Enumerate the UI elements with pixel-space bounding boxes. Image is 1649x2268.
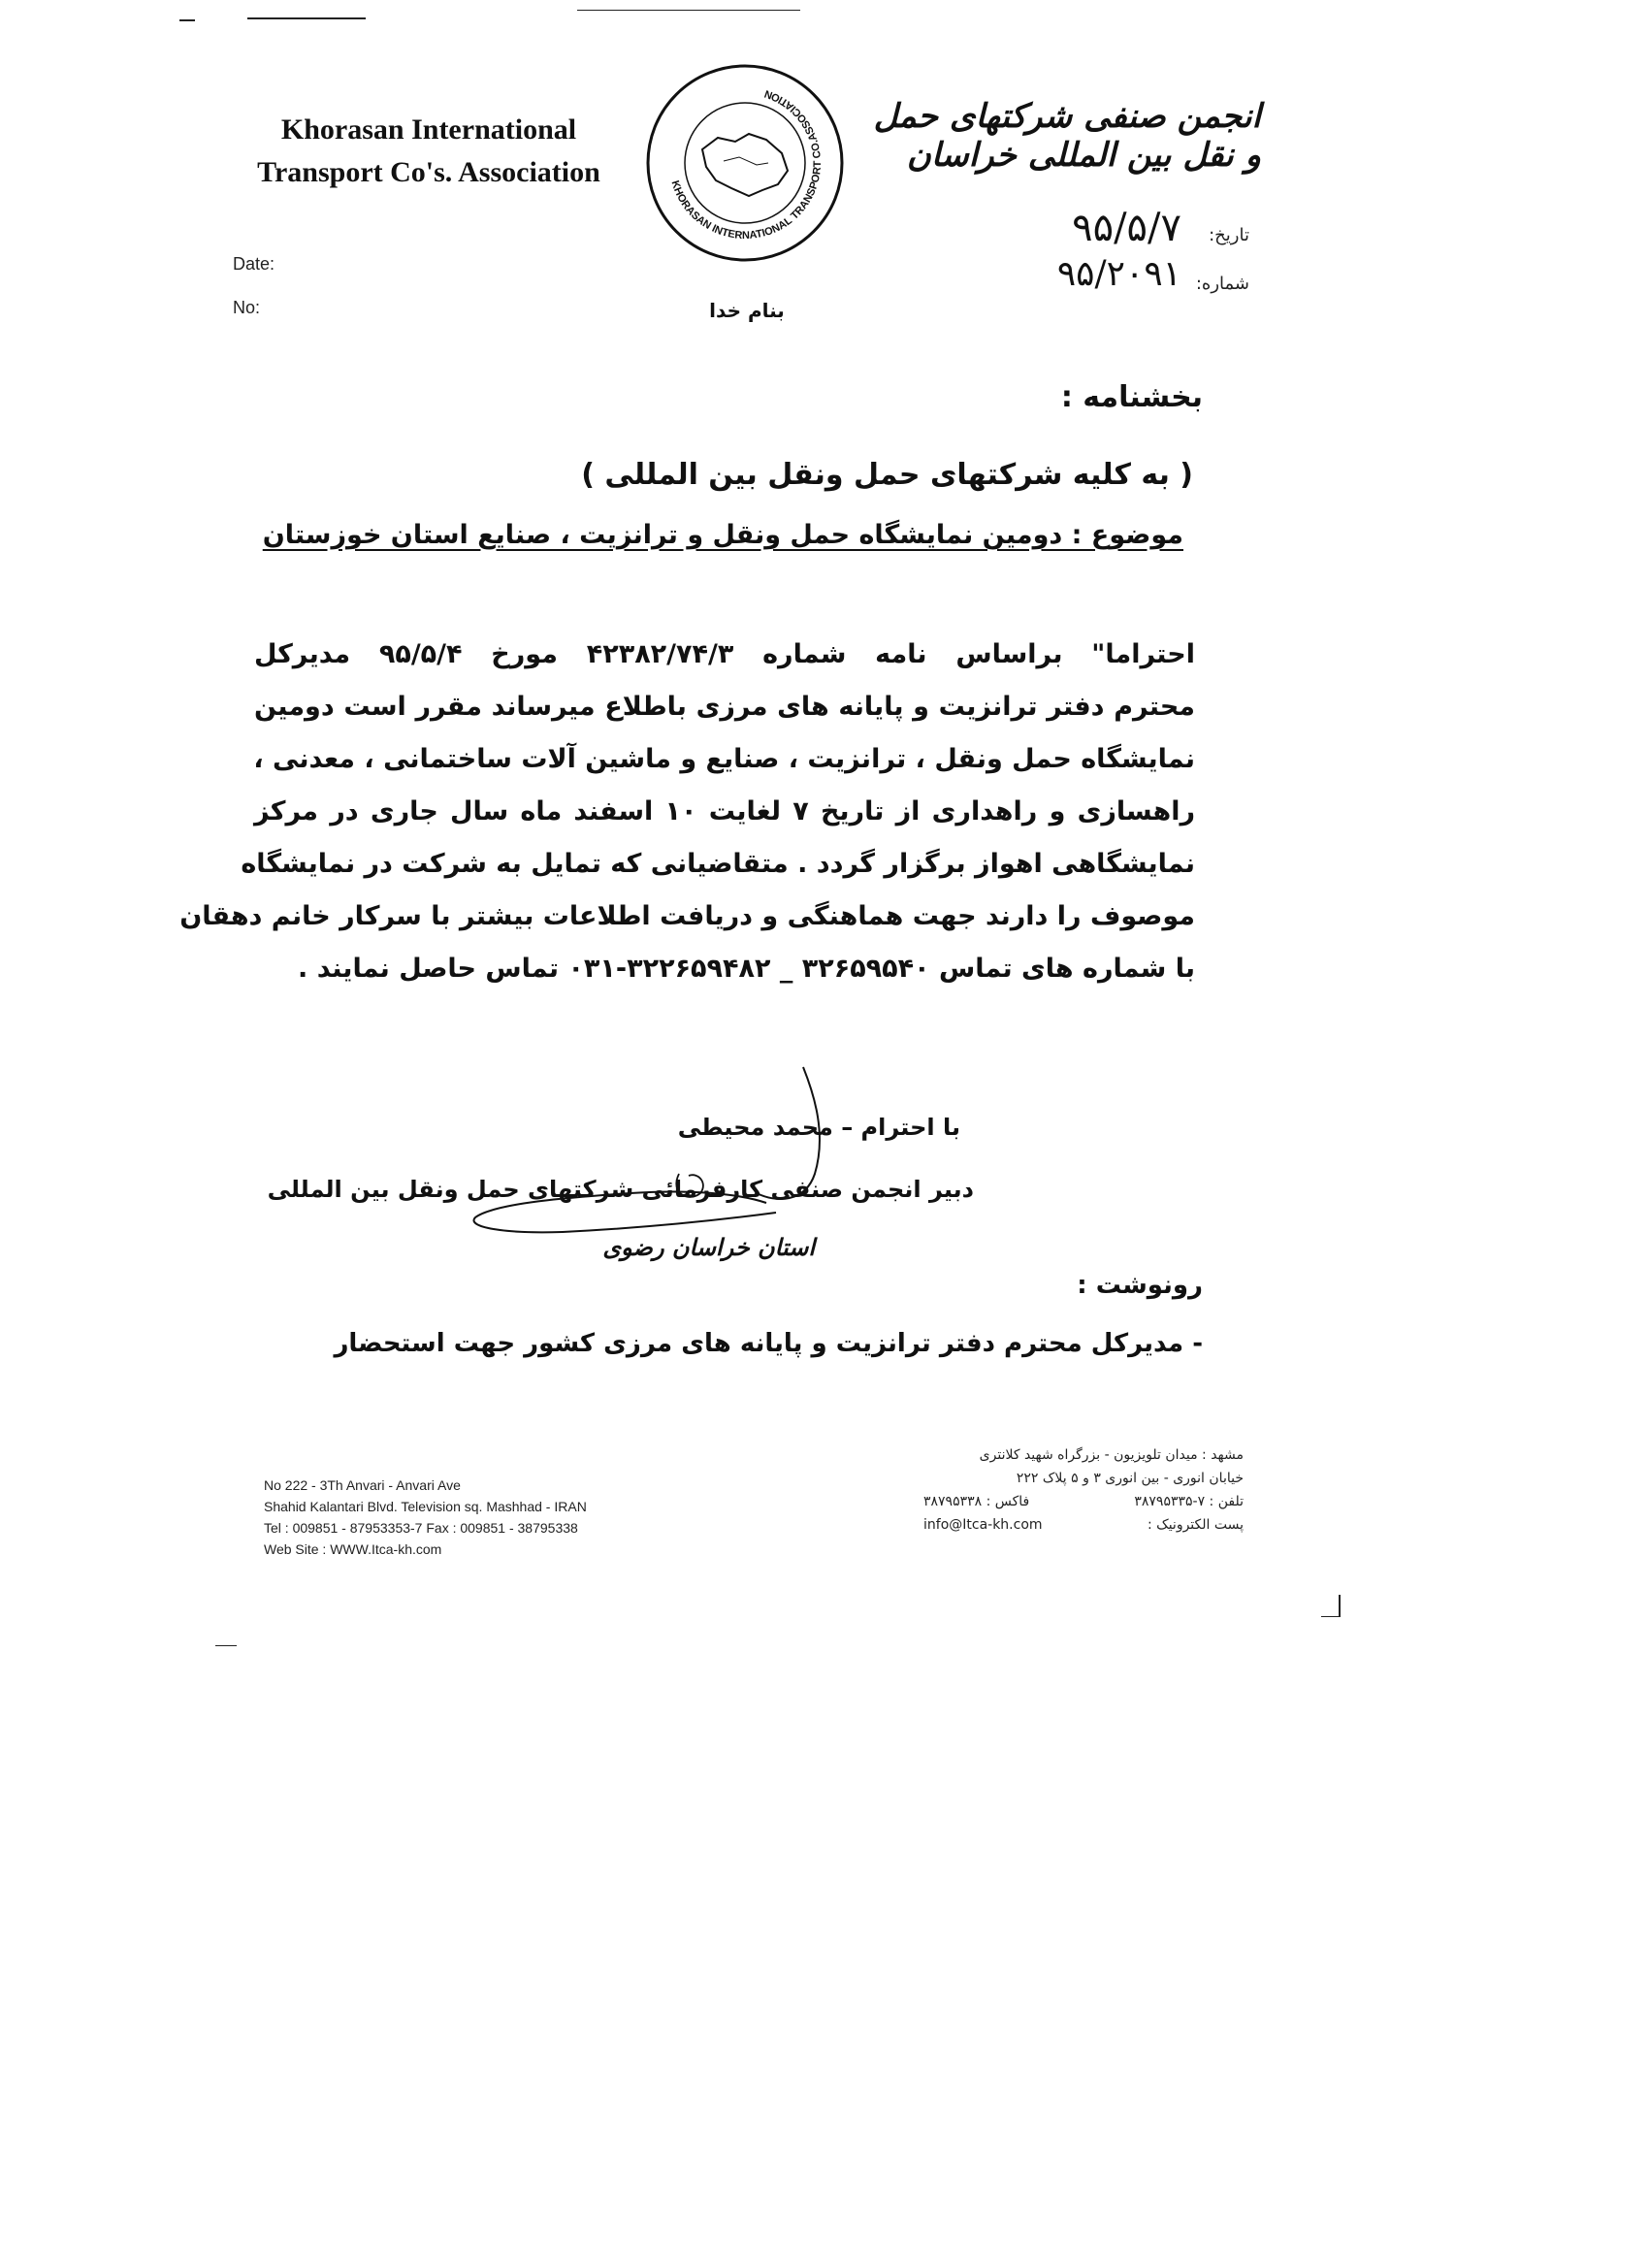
footer-email: info@Itca-kh.com — [923, 1517, 1043, 1533]
footer-phone-fax: Tel : 009851 - 87953353-7 Fax : 009851 - 38795338 — [264, 1520, 578, 1536]
footer-fa-fax: فاکس : ۳۸۷۹۵۳۳۸ — [923, 1494, 1030, 1509]
body-line: احتراما" براساس نامه شماره ۴۲۳۸۲/۷۴/۳ مورخ ۹۵/۵/۴ مدیرکل — [254, 639, 1195, 669]
svg-text:KHORASAN INTERNATIONAL TRANSPO — [668, 87, 824, 242]
footer-fa-line2: خیابان انوری - بین انوری ۳ و ۵ پلاک ۲۲۲ — [1016, 1471, 1244, 1486]
org-name-en-line1: Khorasan International — [280, 113, 577, 146]
signer-title: دبیر انجمن صنفی کارفرمائی شرکتهای حمل ونقل بین المللی — [267, 1176, 974, 1203]
footer-address-fa — [923, 1443, 1244, 1537]
footer-address-line: No 222 - 3Th Anvari - Anvari Ave — [264, 1477, 461, 1493]
signer-region: استان خراسان رضوی — [602, 1234, 815, 1261]
body-line: محترم دفتر ترانزیت و پایانه های مرزی باطلاع میرساند مقرر است دومین — [254, 692, 1195, 722]
body-line: با شماره های تماس ۳۲۶۵۹۵۴۰ _ ۳۲۲۶۵۹۴۸۲-۰۳۱ تماس حاصل نمایند . — [298, 954, 1195, 984]
footer-website: Web Site : WWW.Itca-kh.com — [264, 1541, 442, 1557]
number-label: No: — [233, 298, 261, 317]
scan-mark-right — [1339, 1595, 1341, 1616]
date-label: Date: — [233, 254, 275, 274]
date-label-fa: تاریخ: — [1209, 225, 1249, 245]
letter-body — [179, 629, 1196, 995]
scan-mark-top — [247, 17, 366, 19]
org-name-en-line2: Transport Co's. Association — [257, 156, 600, 188]
letter-subject: موضوع : دومین نمایشگاه حمل ونقل و ترانزیت ، صنایع استان خوزستان — [262, 520, 1183, 550]
cc-title: رونوشت : — [1077, 1271, 1203, 1300]
footer-address-en — [264, 1474, 587, 1560]
body-line: موصوف را دارند جهت هماهنگی و دریافت اطلاعات بیشتر با سرکار خانم دهقان — [179, 901, 1195, 931]
scan-mark-left — [215, 1645, 237, 1646]
number-label-fa: شماره: — [1195, 274, 1249, 294]
seal-text: KHORASAN INTERNATIONAL TRANSPORT CO.ASSOCIATION — [668, 87, 824, 243]
footer-fa-email-label: پست الکترونیک : — [1148, 1517, 1244, 1533]
footer-fa-phone: تلفن : ۷-۳۸۷۹۵۳۳۵ — [1134, 1494, 1244, 1509]
scan-mark-right-base — [1321, 1616, 1341, 1617]
closing-signature-name: با احترام – محمد محیطی — [677, 1114, 960, 1141]
date-value: ۹۵/۵/۷ — [1072, 206, 1181, 250]
cc-recipient: - مدیرکل محترم دفتر ترانزیت و پایانه های مرزی کشور جهت استحضار — [334, 1329, 1203, 1358]
org-name-en — [225, 109, 632, 194]
scan-mark-top-center — [577, 10, 800, 11]
org-name-fa: انجمن صنفی شرکتهای حمل و نقل بین المللی خراسان — [873, 97, 1261, 175]
body-line: نمایشگاهی اهواز برگزار گردد . متقاضیانی که تمایل به شرکت در نمایشگاه — [241, 849, 1195, 879]
body-line: راهسازی و راهداری از تاریخ ۷ لغایت ۱۰ اسفند ماه سال جاری در مرکز — [254, 796, 1196, 826]
letter-addressee: ( به کلیه شرکتهای حمل ونقل بین المللی ) — [581, 458, 1193, 492]
association-seal — [642, 60, 848, 266]
number-value: ۹۵/۲۰۹۱ — [1056, 254, 1181, 294]
letter-heading: بخشنامه : — [1060, 380, 1203, 414]
iran-map-icon — [702, 134, 788, 196]
footer-fa-line1: مشهد : میدان تلویزیون - بزرگراه شهید کلانتری — [979, 1447, 1244, 1463]
bismillah: بنام خدا — [709, 299, 785, 322]
body-line: نمایشگاه حمل ونقل ، ترانزیت ، صنایع و ماشین آلات ساختمانی ، معدنی ، — [253, 744, 1195, 774]
footer-address-line: Shahid Kalantari Blvd. Television sq. Mashhad - IRAN — [264, 1499, 587, 1514]
scan-mark-top-left — [179, 19, 195, 21]
